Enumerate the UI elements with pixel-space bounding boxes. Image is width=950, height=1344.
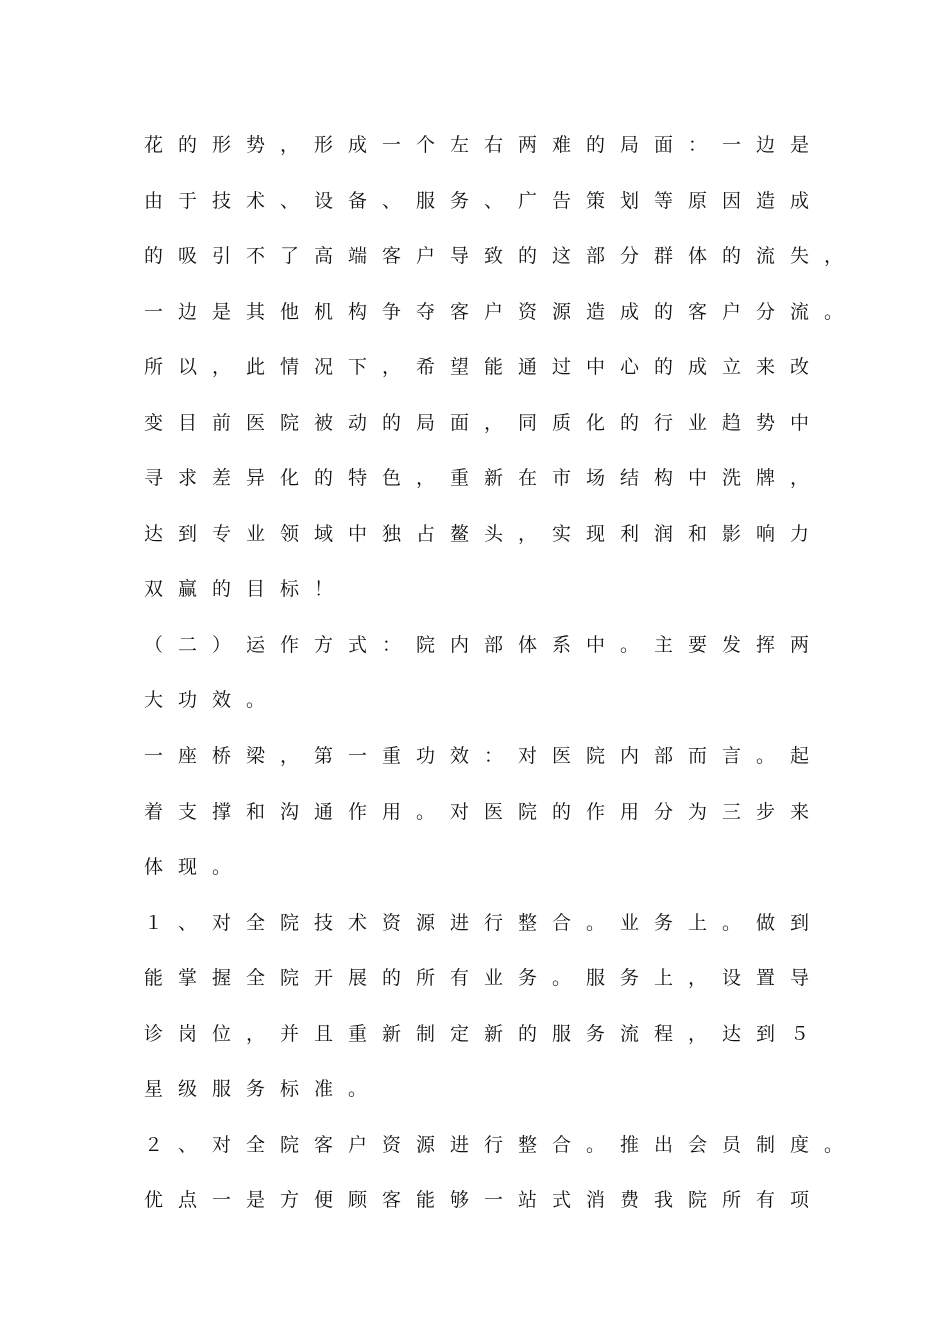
text-line: 大功效。 (144, 689, 281, 711)
text-line: 体现。 (144, 856, 247, 878)
text-line: 星级服务标准。 (144, 1078, 383, 1100)
section-heading: （二）运作方式：院内部体系中。主要发挥两 (144, 634, 825, 656)
text-line: 优点一是方便顾客能够一站式消费我院所有项 (144, 1189, 825, 1211)
text-line: 由于技术、设备、服务、广告策划等原因造成 (144, 190, 825, 212)
text-line: 一座桥梁，第一重功效：对医院内部而言。起 (144, 745, 825, 767)
text-line: 双赢的目标！ (144, 578, 349, 600)
text-line: 的吸引不了高端客户导致的这部分群体的流失， (144, 245, 859, 267)
text-line: 诊岗位，并且重新制定新的服务流程，达到５ (144, 1023, 825, 1045)
text-line: 寻求差异化的特色，重新在市场结构中洗牌， (144, 467, 825, 489)
text-line: 一边是其他机构争夺客户资源造成的客户分流。 (144, 301, 859, 323)
list-item: ２、对全院客户资源进行整合。推出会员制度。 (144, 1134, 859, 1156)
text-line: 花的形势，形成一个左右两难的局面：一边是 (144, 134, 825, 156)
text-line: 达到专业领域中独占鳌头，实现利润和影响力 (144, 523, 825, 545)
text-line: 所以，此情况下，希望能通过中心的成立来改 (144, 356, 825, 378)
text-line: 能掌握全院开展的所有业务。服务上，设置导 (144, 967, 825, 989)
list-item: １、对全院技术资源进行整合。业务上。做到 (144, 912, 825, 934)
text-line: 变目前医院被动的局面，同质化的行业趋势中 (144, 412, 825, 434)
text-line: 着支撑和沟通作用。对医院的作用分为三步来 (144, 801, 825, 823)
